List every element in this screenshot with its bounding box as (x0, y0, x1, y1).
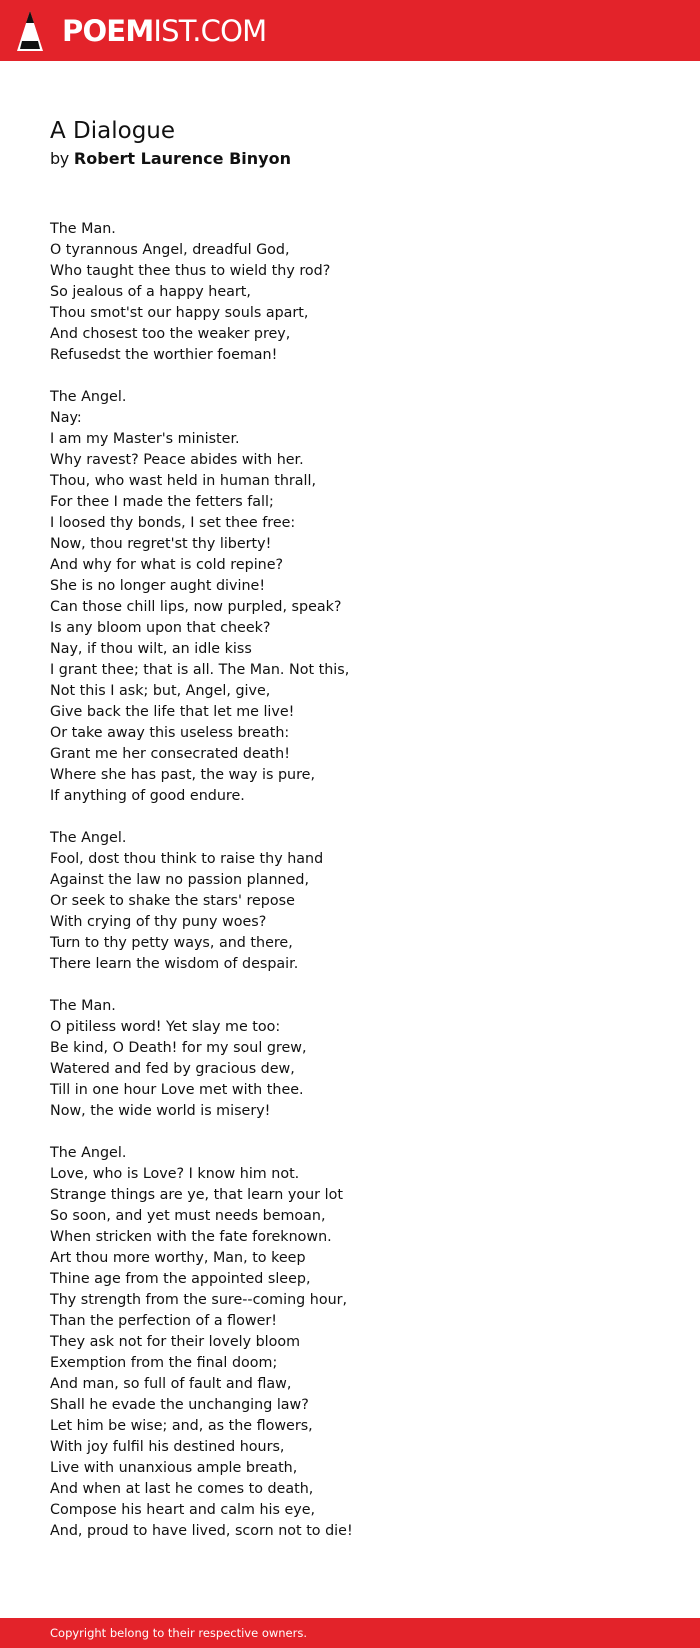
poem-line: Shall he evade the unchanging law? (50, 1397, 309, 1413)
poem-line: Who taught thee thus to wield thy rod? (50, 263, 331, 279)
brand-light: IST.COM (153, 14, 267, 48)
poem-line: Art thou more worthy, Man, to keep (50, 1250, 306, 1266)
site-footer (0, 1618, 700, 1648)
poem-line: I grant thee; that is all. The Man. Not this, (50, 662, 350, 678)
stanza-gap (50, 807, 650, 828)
poem-line: Can those chill lips, now purpled, speak? (50, 599, 342, 615)
poem-line: And why for what is cold repine? (50, 557, 284, 573)
poem-line: And chosest too the weaker prey, (50, 326, 291, 342)
poem-line: Strange things are ye, that learn your lot (50, 1187, 343, 1203)
copyright-text: Copyright belong to their respective owners. (50, 1626, 308, 1640)
poem-line: Is any bloom upon that cheek? (50, 620, 271, 636)
poem-line: So soon, and yet must needs bemoan, (50, 1208, 326, 1224)
poem-line: O tyrannous Angel, dreadful God, (50, 242, 290, 258)
poem-line: Grant me her consecrated death! (50, 746, 290, 762)
speaker-label: The Angel. (50, 389, 127, 405)
poem-line: And when at last he comes to death, (50, 1481, 314, 1497)
stanza-gap (50, 1122, 650, 1143)
speaker-label: The Angel. (50, 1145, 127, 1161)
poem-line: When stricken with the fate foreknown. (50, 1229, 332, 1245)
poem-line: Turn to thy petty ways, and there, (50, 935, 293, 951)
poem-line: There learn the wisdom of despair. (50, 956, 299, 972)
poem-line: Thou smot'st our happy souls apart, (50, 305, 309, 321)
poem-line: Let him be wise; and, as the flowers, (50, 1418, 313, 1434)
speaker-label: The Man. (50, 998, 116, 1014)
pencil-tip-icon[interactable] (17, 11, 43, 51)
poem-line: She is no longer aught divine! (50, 578, 266, 594)
poem-line: And, proud to have lived, scorn not to die! (50, 1523, 353, 1539)
byline-prefix: by (50, 149, 69, 168)
poem-body (50, 219, 650, 1542)
poem-line: I am my Master's minister. (50, 431, 240, 447)
poem-line: Be kind, O Death! for my soul grew, (50, 1040, 307, 1056)
poem-line: Thou, who wast held in human thrall, (50, 473, 317, 489)
poem-line: Watered and fed by gracious dew, (50, 1061, 295, 1077)
poem-line: Or seek to shake the stars' repose (50, 893, 295, 909)
poem-line: Thine age from the appointed sleep, (50, 1271, 311, 1287)
poem-line: Till in one hour Love met with thee. (50, 1082, 304, 1098)
brand-bold: POEM (62, 14, 154, 48)
speaker-label: The Angel. (50, 830, 127, 846)
poem-line: Or take away this useless breath: (50, 725, 290, 741)
poem-line: Nay, if thou wilt, an idle kiss (50, 641, 252, 657)
poem-line: I loosed thy bonds, I set thee free: (50, 515, 296, 531)
speaker-label: The Man. (50, 221, 116, 237)
poem-line: Live with unanxious ample breath, (50, 1460, 298, 1476)
poem-line: Against the law no passion planned, (50, 872, 309, 888)
stanza-gap (50, 366, 650, 387)
byline (50, 147, 291, 171)
poem-line: Not this I ask; but, Angel, give, (50, 683, 271, 699)
poem-line: Nay: (50, 410, 82, 426)
poem-line: Why ravest? Peace abides with her. (50, 452, 304, 468)
author-name[interactable]: Robert Laurence Binyon (73, 149, 291, 168)
poem-line: They ask not for their lovely bloom (50, 1334, 301, 1350)
site-header (0, 0, 700, 61)
stanza-gap (50, 975, 650, 996)
poem-line: For thee I made the fetters fall; (50, 494, 274, 510)
poem-line: Refusedst the worthier foeman! (50, 347, 278, 363)
poem-line: With joy fulfil his destined hours, (50, 1439, 285, 1455)
poem-line: O pitiless word! Yet slay me too: (50, 1019, 281, 1035)
poem-line: Now, the wide world is misery! (50, 1103, 271, 1119)
poem-line: Than the perfection of a flower! (50, 1313, 278, 1329)
poem-line: Exemption from the final doom; (50, 1355, 278, 1371)
poem-line: Now, thou regret'st thy liberty! (50, 536, 272, 552)
poem-line: Compose his heart and calm his eye, (50, 1502, 316, 1518)
poem-line: If anything of good endure. (50, 788, 245, 804)
poem-line: So jealous of a happy heart, (50, 284, 251, 300)
poem-line: Love, who is Love? I know him not. (50, 1166, 300, 1182)
site-logo-text[interactable] (62, 11, 266, 51)
poem-line: Give back the life that let me live! (50, 704, 295, 720)
poem-title: A Dialogue (50, 118, 176, 144)
poem-line: Where she has past, the way is pure, (50, 767, 316, 783)
poem-line: Thy strength from the sure--coming hour, (50, 1292, 348, 1308)
poem-line: With crying of thy puny woes? (50, 914, 267, 930)
poem-line: And man, so full of fault and flaw, (50, 1376, 292, 1392)
poem-line: Fool, dost thou think to raise thy hand (50, 851, 324, 867)
